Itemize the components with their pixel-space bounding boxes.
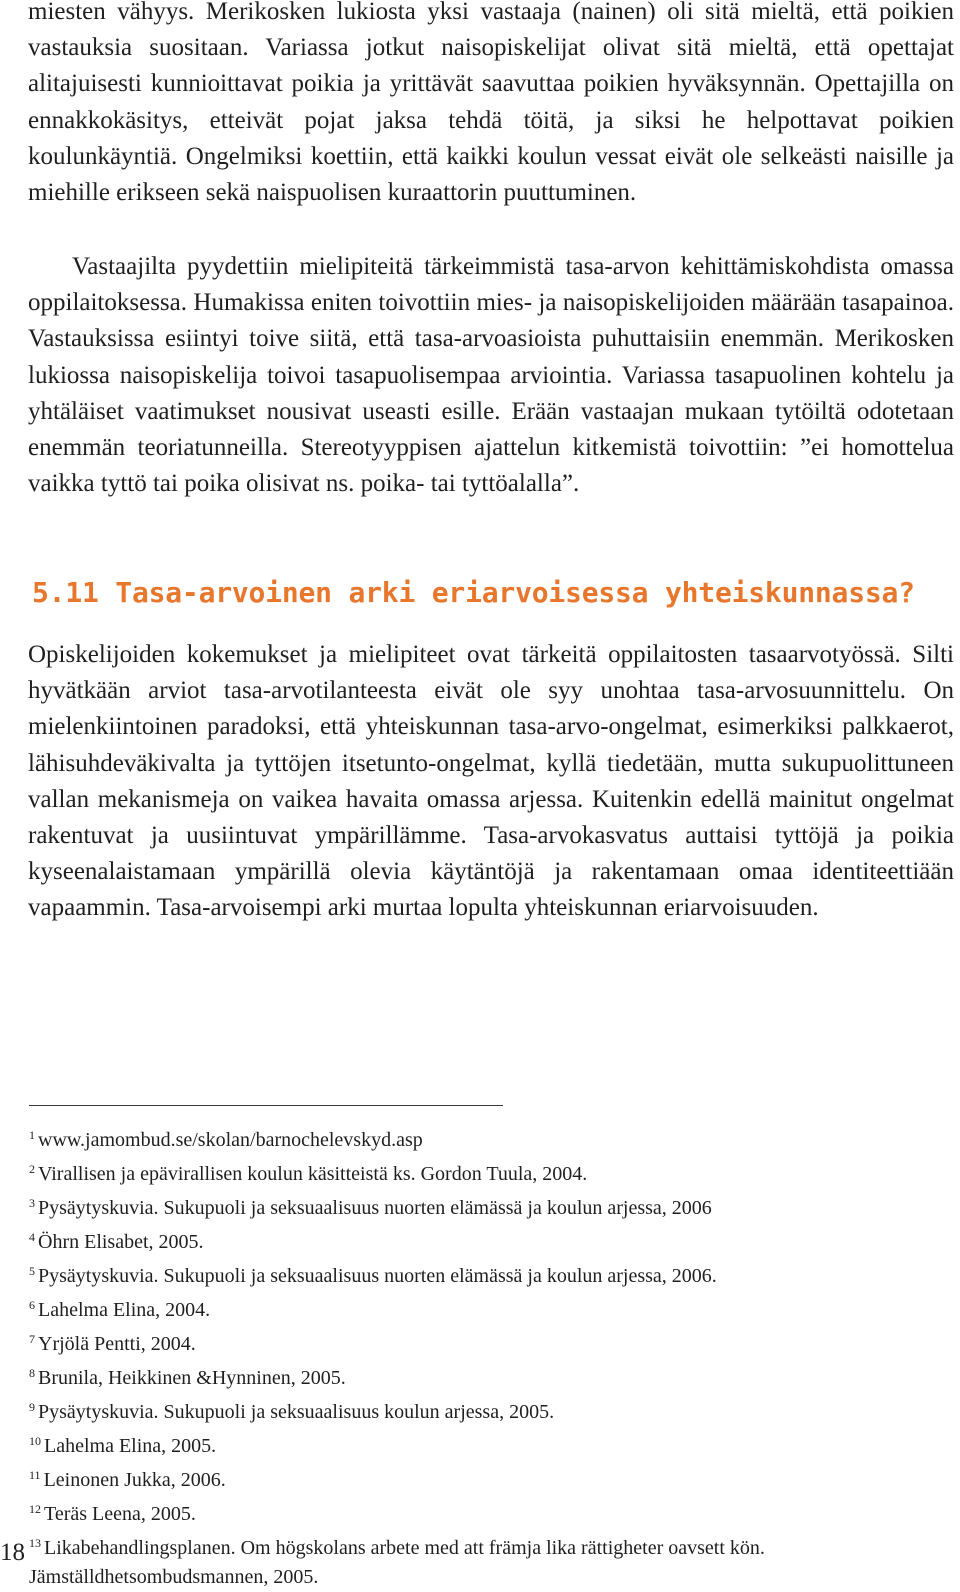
footnote-number: 13	[29, 1536, 41, 1550]
footnote-8	[29, 1359, 929, 1393]
footnote-number: 6	[29, 1298, 35, 1312]
footnote-text: Yrjölä Pentti, 2004.	[38, 1333, 196, 1355]
footnote-number: 9	[29, 1400, 35, 1414]
footnote-6	[29, 1291, 929, 1325]
footnote-4	[29, 1223, 929, 1257]
footnote-11	[29, 1461, 929, 1495]
footnote-number: 1	[29, 1128, 35, 1142]
footnote-text: www.jamombud.se/skolan/barnochelevskyd.asp	[38, 1129, 423, 1151]
footnote-number: 11	[29, 1468, 41, 1482]
body-paragraph-1: miesten vähyys. Merikosken lukiosta yksi vastaaja (nainen) oli sitä mieltä, että poikien vastauksia suositaan. Variassa jotkut naisopiskelijat olivat sitä mieltä, että opettajat alitajuisesti kunnioittavat poikia ja yrittävät saavuttaa poikien hyväksynnän. Opettajilla on ennakkokäsitys, etteivät pojat jaksa tehdä töitä, ja siksi he helpottavat poikien koulunkäyntiä. Ongelmiksi koettiin, että kaikki koulun vessat eivät ole selkeästi naisille ja miehille erikseen sekä naispuolisen kuraattorin puuttuminen.	[28, 0, 954, 207]
footnote-number: 4	[29, 1230, 35, 1244]
footnote-number: 3	[29, 1196, 35, 1210]
footnote-1	[29, 1121, 929, 1155]
footnote-text: Lahelma Elina, 2004.	[38, 1299, 211, 1321]
body-paragraph-2: Vastaajilta pyydettiin mielipiteitä tärkeimmistä tasa-arvon kehittämiskohdista omassa oppilaitoksessa. Humakissa eniten toivottiin mies- ja naisopiskelijoiden määrään tasapainoa. Vastauksissa esiintyi toive siitä, että tasa-arvoasioista puhuttaisiin enemmän. Merikosken lukiossa naisopiskelija toivoi tasapuolisempaa arviointia. Variassa tasapuolinen kohtelu ja yhtäläiset vaatimukset nousivat useasti esille. Erään vastaajan mukaan tytöiltä odotetaan enemmän teoriatunneilla. Stereotyyppisen ajattelun kitkemistä toivottiin: ”ei homottelua vaikka tyttö tai poika olisivat ns. poika- tai tyttöalalla”.	[28, 253, 954, 498]
footnote-text: Brunila, Heikkinen &Hynninen, 2005.	[38, 1367, 346, 1389]
footnote-divider	[29, 1105, 503, 1106]
footnotes-list	[29, 1121, 929, 1592]
footnote-text: Leinonen Jukka, 2006.	[43, 1469, 226, 1491]
footnote-3	[29, 1189, 929, 1223]
footnote-text: Likabehandlingsplanen. Om högskolans arbete med att främja lika rättigheter oavsett kön.	[44, 1537, 765, 1559]
footnote-10	[29, 1427, 929, 1461]
footnote-text: Pysäytyskuvia. Sukupuoli ja seksuaalisuus nuorten elämässä ja koulun arjessa, 2006.	[38, 1265, 717, 1287]
footnote-12	[29, 1495, 929, 1529]
page-number: 18	[0, 1539, 25, 1566]
footnote-number: 12	[29, 1502, 41, 1516]
footnote-continuation: Jämställdhetsombudsmannen, 2005.	[29, 1566, 319, 1588]
footnote-text: Pysäytyskuvia. Sukupuoli ja seksuaalisuus nuorten elämässä ja koulun arjessa, 2006	[38, 1197, 712, 1219]
footnote-9	[29, 1393, 929, 1427]
footnote-number: 7	[29, 1332, 35, 1346]
body-paragraph-3: Opiskelijoiden kokemukset ja mielipiteet ovat tärkeitä oppilaitosten tasaarvotyössä. Silti hyvätkään arviot tasa-arvotilanteesta eivät ole syy unohtaa tasa-arvosuunnittelu. On mielenkiintoinen paradoksi, että yhteiskunnan tasa-arvo-ongelmat, esimerkiksi palkkaerot, lähisuhdeväkivalta ja tyttöjen itsetunto-ongelmat, kyllä tiedetään, mutta sukupuolittuneen vallan mekanismeja on vaikea havaita omassa arjessa. Kuitenkin edellä mainitut ongelmat rakentuvat ja uusiintuvat ympärillämme. Tasa-arvokasvatus auttaisi tyttöjä ja poikia kyseenalaistamaan ympärillä olevia käytäntöjä ja rakentamaan omaa identiteettiään vapaammin. Tasa-arvoisempi arki murtaa lopulta yhteiskunnan eriarvoisuuden.	[28, 641, 954, 922]
footnote-7	[29, 1325, 929, 1359]
footnote-number: 10	[29, 1434, 41, 1448]
section-heading: 5.11 Tasa-arvoinen arki eriarvoisessa yhteiskunnassa?	[32, 576, 915, 609]
footnote-13	[29, 1529, 929, 1592]
footnote-2	[29, 1155, 929, 1189]
footnote-text: Lahelma Elina, 2005.	[44, 1435, 217, 1457]
footnote-text: Virallisen ja epävirallisen koulun käsitteistä ks. Gordon Tuula, 2004.	[38, 1163, 588, 1185]
footnote-text: Pysäytyskuvia. Sukupuoli ja seksuaalisuus koulun arjessa, 2005.	[38, 1401, 555, 1423]
footnote-number: 5	[29, 1264, 35, 1278]
footnote-number: 8	[29, 1366, 35, 1380]
footnote-number: 2	[29, 1162, 35, 1176]
footnote-5	[29, 1257, 929, 1291]
footnote-text: Teräs Leena, 2005.	[44, 1503, 196, 1525]
footnote-text: Öhrn Elisabet, 2005.	[38, 1231, 204, 1253]
